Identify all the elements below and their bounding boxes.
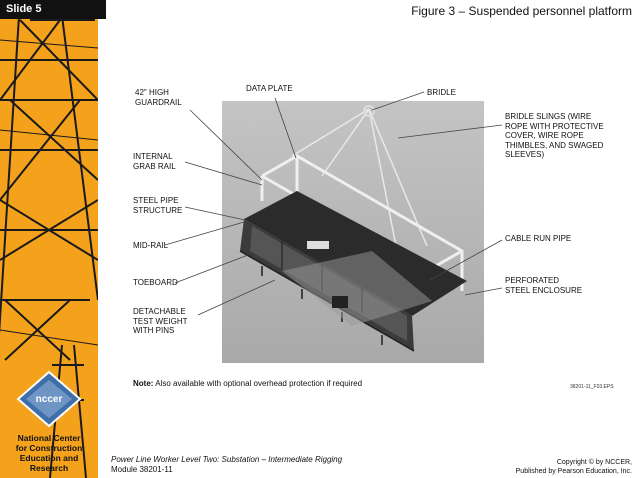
label-data-plate xyxy=(246,84,293,94)
label-line: ROPE WITH PROTECTIVE xyxy=(505,121,604,131)
label-line: TEST WEIGHT xyxy=(133,316,188,326)
label-line: SLEEVES) xyxy=(505,150,545,159)
logo-wordmark: nccer xyxy=(35,394,63,405)
label-line: WITH PINS xyxy=(133,326,175,335)
label-line: GRAB RAIL xyxy=(133,161,176,171)
label-guardrail xyxy=(135,88,182,107)
course-title: Power Line Worker Level Two: Substation – Intermediate Rigging xyxy=(111,455,343,464)
note-text: Also available with optional overhead protection if required xyxy=(153,379,363,388)
label-line: DETACHABLE xyxy=(133,307,186,316)
figure-code: 38201-11_F03.EPS xyxy=(570,384,614,390)
label-mid-rail xyxy=(133,241,168,251)
label-line: MID-RAIL xyxy=(133,241,169,250)
module-number: Module 38201-11 xyxy=(111,465,173,474)
label-bridle xyxy=(427,88,456,98)
org-line: National Center xyxy=(17,433,81,443)
note-label: Note: xyxy=(133,379,154,388)
copyright-line: Copyright © by NCCER, xyxy=(556,459,632,466)
label-internal-grab-rail xyxy=(133,152,176,171)
platform-photo xyxy=(222,101,484,363)
label-line: STEEL PIPE xyxy=(133,196,179,205)
slide-number-tab: Slide 5 xyxy=(0,0,106,19)
figure-note xyxy=(133,379,362,388)
label-line: PERFORATED xyxy=(505,276,560,285)
label-toeboard xyxy=(133,278,178,288)
footer-copyright xyxy=(516,458,632,476)
label-test-weight xyxy=(133,307,188,336)
label-steel-pipe-structure xyxy=(133,196,182,215)
org-line: for Construction xyxy=(15,443,83,453)
organization-name xyxy=(4,433,94,473)
label-line: STEEL ENCLOSURE xyxy=(505,285,583,295)
label-perforated-enclosure xyxy=(505,276,582,295)
label-line: CABLE RUN PIPE xyxy=(505,234,572,243)
publisher-line: Published by Pearson Education, Inc. xyxy=(515,468,632,475)
label-line: GUARDRAIL xyxy=(135,97,182,107)
org-line: Research xyxy=(29,463,69,473)
label-line: TOEBOARD xyxy=(133,278,178,287)
org-line: Education and xyxy=(19,453,79,463)
label-line: BRIDLE SLINGS (WIRE xyxy=(505,112,592,121)
footer-course-info xyxy=(111,455,342,475)
label-line: 42" HIGH xyxy=(135,88,169,97)
slide-title: Figure 3 – Suspended personnel platform xyxy=(411,4,632,18)
label-line: DATA PLATE xyxy=(246,84,293,93)
label-line: THIMBLES, AND SWAGED xyxy=(505,140,604,150)
label-cable-run-pipe xyxy=(505,234,571,244)
label-line: BRIDLE xyxy=(427,88,456,97)
label-bridle-slings xyxy=(505,112,604,160)
sidebar-panel xyxy=(0,0,98,478)
label-line: INTERNAL xyxy=(133,152,173,161)
label-line: STRUCTURE xyxy=(133,205,183,215)
label-line: COVER, WIRE ROPE xyxy=(505,131,584,140)
nccer-logo xyxy=(16,370,82,428)
